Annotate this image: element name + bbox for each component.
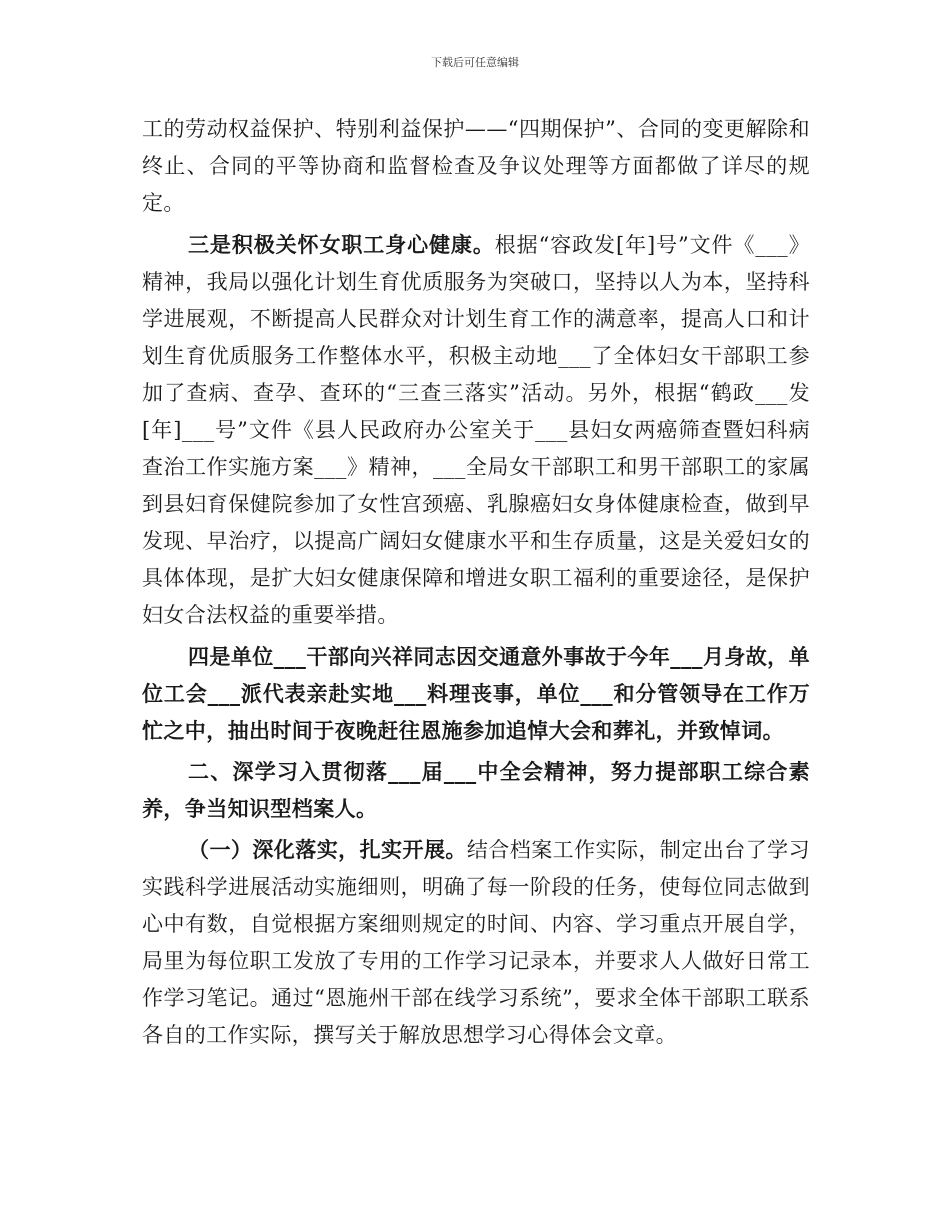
paragraph-1	[142, 111, 810, 222]
paragraph-2	[142, 226, 810, 634]
paragraph-5-text: 结合档案工作实际，制定出台了学习实践科学进展活动实施细则，明确了每一阶段的任务，使每位同志做到心中有数，自觉根据方案细则规定的时间、内容、学习重点开展自学，局里为每位职工发放了专用的工作学习记录本，并要求人人做好日常工作学习笔记。通过“恩施州干部在线学习系统”，要求全体干部职工联系各自的工作实际，撰写关于解放思想学习心得体会文章。	[142, 838, 811, 1047]
document-body	[142, 111, 810, 1054]
paragraph-3-heading: 四是单位___干部向兴祥同志因交通意外事故于今年___月身故，单位工会___派代表亲赴实地___料理丧事，单位___和分管领导在工作万忙之中，抽出时间于夜晚赶往恩施参加追悼大会和葬礼，并致悼词。	[142, 644, 810, 743]
paragraph-5-heading: （一）深化落实，扎实开展。	[188, 837, 467, 862]
section-heading-2	[142, 753, 810, 827]
section-heading-2-text: 二、深学习入贯彻落___届___中全会精神，努力提部职工综合素养，争当知识型档案人。	[142, 759, 810, 821]
paragraph-2-heading: 三是积极关怀女职工身心健康。	[188, 232, 495, 257]
paragraph-1-text: 工的劳动权益保护、特别利益保护——“四期保护”、合同的变更解除和终止、合同的平等协商和监督检查及争议处理等方面都做了详尽的规定。	[142, 117, 810, 215]
paragraph-3	[142, 638, 810, 749]
paragraph-5	[142, 831, 810, 1054]
page-header-note: 下载后可任意编辑	[431, 56, 519, 69]
paragraph-2-text: 根据“容政发[年]号”文件《___》精神，我局以强化计划生育优质服务为突破口，坚持以人为本，坚持科学进展观，不断提高人民群众对计划生育工作的满意率，提高人口和计划生育优质服务工作整体水平，积极主动地___了全体妇女干部职工参加了查病、查孕、查环的“三查三落实”活动。另外，根据“鹤政___发[年]___号”文件《县人民政府办公室关于___县妇女两癌筛查暨妇科病查治工作实施方案___》精神，___全局女干部职工和男干部职工的家属到县妇育保健院参加了女性宫颈癌、乳腺癌妇女身体健康检查，做到早发现、早治疗，以提高广阔妇女健康水平和生存质量，这是关爱妇女的具体体现，是扩大妇女健康保障和增进女职工福利的重要途径，是保护妇女合法权益的重要举措。	[142, 233, 810, 627]
